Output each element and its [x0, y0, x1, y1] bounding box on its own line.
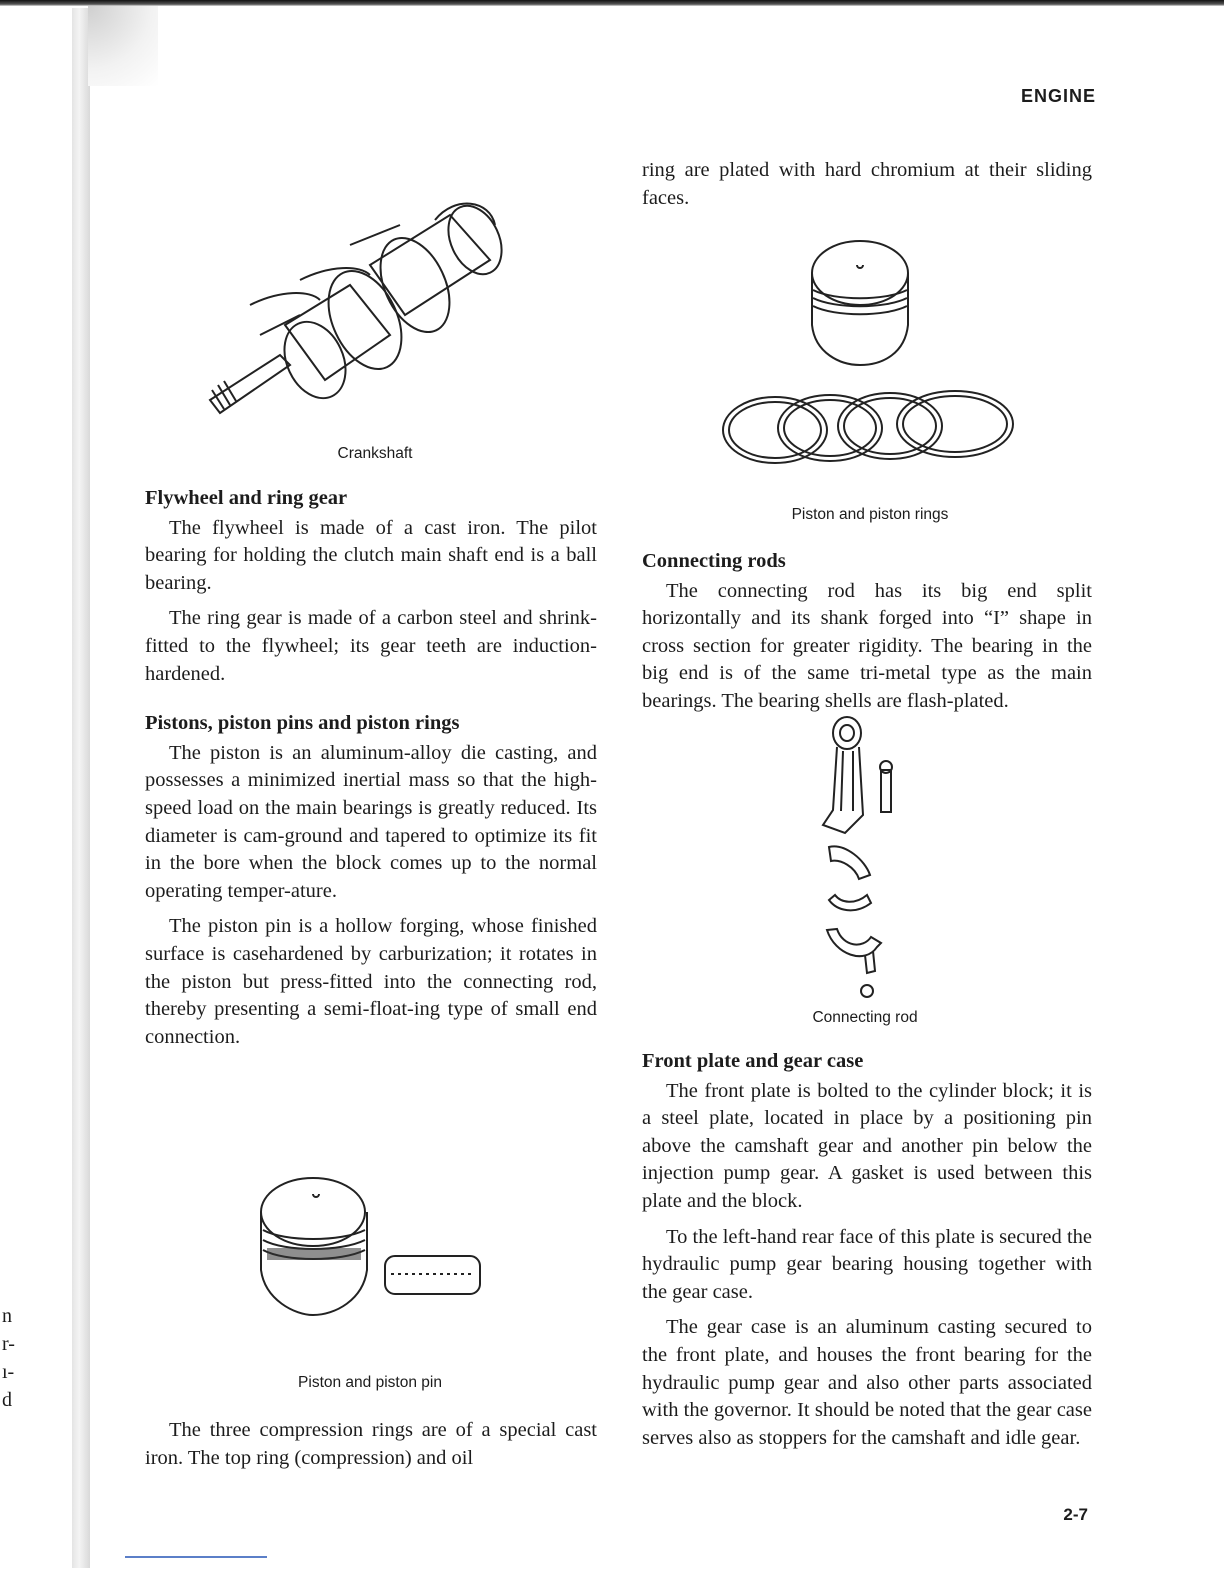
rings-paragraph: The three compression rings are of a special cast iron. The top ring (compression) and oil	[145, 1419, 597, 1469]
scan-top-edge	[0, 0, 1224, 6]
section-header: ENGINE	[1020, 86, 1096, 106]
pistons-paragraph-1: The piston is an aluminum-alloy die casting, and possesses a minimized inertial mass so that the high-speed load on the main bearings is greatly reduced. Its diameter is cam-ground and tapered to optimize its fit in the bore when the block comes up to the normal operating temper-ature.	[145, 741, 597, 902]
piston-pin-caption: Piston and piston pin	[298, 1374, 442, 1391]
crankshaft-caption: Crankshaft	[337, 445, 413, 462]
rings-paragraph-continued: ring are plated with hard chromium at their sliding faces.	[642, 159, 1092, 209]
scan-corner-shadow	[88, 6, 158, 86]
piston-and-pin-illustration	[255, 1170, 490, 1320]
margin-fragment: r-	[2, 1333, 15, 1355]
front-plate-heading: Front plate and gear case	[642, 1050, 864, 1072]
front-plate-paragraph-1: The front plate is bolted to the cylinder block; it is a steel plate, located in place by a positioning pin above the camshaft gear and another pin below the injection pump gear. A gasket is used between this plate and the block.	[642, 1079, 1092, 1212]
connecting-rod-illustration	[815, 715, 905, 1005]
front-plate-paragraph-2: To the left-hand rear face of this plate is secured the hydraulic pump gear bearing housing together with the gear case.	[642, 1225, 1092, 1303]
piston-rings-illustration	[715, 235, 1020, 475]
flywheel-paragraph-1: The flywheel is made of a cast iron. The pilot bearing for holding the clutch main shaft end is a ball bearing.	[145, 516, 597, 594]
right-column-lower	[642, 1048, 1092, 1460]
connecting-rod-caption: Connecting rod	[812, 1009, 918, 1026]
right-column-top	[642, 157, 1092, 220]
front-plate-paragraph-3: The gear case is an aluminum casting secured to the front plate, and houses the front bearing for the hydraulic pump gear and also other parts associated with the governor. It should be noted that the gear case serves also as stoppers for the camshaft and idle gear.	[642, 1316, 1092, 1449]
footer-rule	[125, 1556, 267, 1558]
margin-fragment: d	[2, 1389, 12, 1411]
conrod-heading: Connecting rods	[642, 550, 786, 572]
conrod-paragraph-1: The connecting rod has its big end split horizontally and its shank forged into “I” shape in cross section for greater rigidity. The bearing in the big end is of the same tri-metal type as the main bearings. The bearing shells are flash-plated.	[642, 579, 1092, 712]
left-column-upper	[145, 485, 597, 1059]
margin-fragments	[2, 1302, 15, 1414]
pistons-heading: Pistons, piston pins and piston rings	[145, 712, 460, 735]
flywheel-paragraph-2: The ring gear is made of a carbon steel and shrink-fitted to the flywheel; its gear teeth are induction-hardened.	[145, 607, 597, 685]
binding-shadow	[72, 8, 90, 1568]
right-column-middle	[642, 548, 1092, 724]
left-column-lower	[145, 1417, 597, 1480]
margin-fragment: n	[2, 1305, 12, 1327]
margin-fragment: ı-	[2, 1361, 15, 1383]
piston-rings-caption: Piston and piston rings	[791, 506, 949, 523]
crankshaft-illustration	[190, 185, 520, 425]
flywheel-heading: Flywheel and ring gear	[145, 487, 348, 509]
pistons-paragraph-2: The piston pin is a hollow forging, whose finished surface is casehardened by carburization; it rotates in the piston but press-fitted into the connecting rod, thereby presenting a semi-float-ing type of small end connection.	[145, 915, 597, 1048]
page-number: 2-7	[1063, 1505, 1088, 1524]
